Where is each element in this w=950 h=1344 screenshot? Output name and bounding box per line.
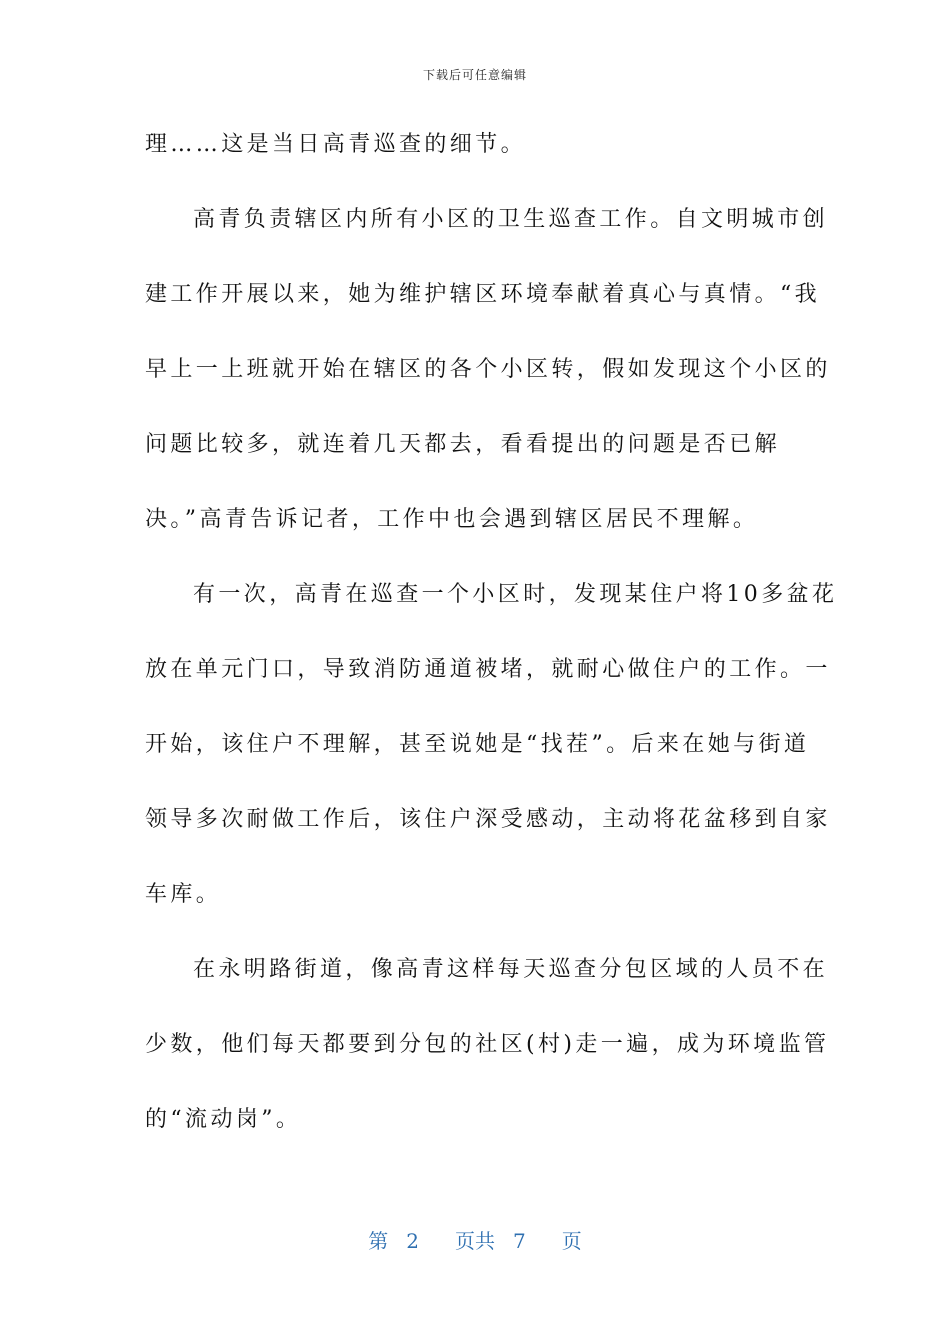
text-line: 问题比较多，就连着几天都去，看看提出的问题是否已解 — [145, 432, 781, 457]
total-pages-number: 7 — [513, 1229, 526, 1253]
page-number-footer — [0, 1225, 950, 1254]
text-line: 理……这是当日高青巡查的细节。 — [145, 132, 527, 157]
text-line: 放在单元门口，导致消防通道被堵，就耐心做住户的工作。一 — [145, 657, 831, 682]
text-line: 的“流动岗”。 — [145, 1107, 302, 1132]
text-line: 领导多次耐做工作后，该住户深受感动，主动将花盆移到自家 — [145, 807, 831, 832]
text-line: 有一次，高青在巡查一个小区时，发现某住户将10多盆花 — [193, 582, 838, 607]
footer-prefix: 第 — [368, 1229, 389, 1253]
current-page-number: 2 — [406, 1229, 419, 1253]
text-line: 开始，该住户不理解，甚至说她是“找茬”。后来在她与街道 — [145, 732, 810, 757]
text-line: 车库。 — [145, 882, 222, 907]
text-line: 早上一上班就开始在辖区的各个小区转，假如发现这个小区的 — [145, 357, 831, 382]
text-line: 少数，他们每天都要到分包的社区(村)走一遍，成为环境监管 — [145, 1032, 830, 1057]
text-line: 决。”高青告诉记者，工作中也会遇到辖区居民不理解。 — [145, 507, 759, 532]
text-line: 在永明路街道，像高青这样每天巡查分包区域的人员不在 — [193, 957, 829, 982]
footer-suffix: 页 — [561, 1229, 582, 1253]
footer-middle: 页共 — [455, 1229, 495, 1253]
page-header-note: 下载后可任意编辑 — [422, 68, 527, 82]
text-line: 高青负责辖区内所有小区的卫生巡查工作。自文明城市创 — [193, 207, 829, 232]
text-line: 建工作开展以来，她为维护辖区环境奉献着真心与真情。“我 — [145, 282, 821, 307]
